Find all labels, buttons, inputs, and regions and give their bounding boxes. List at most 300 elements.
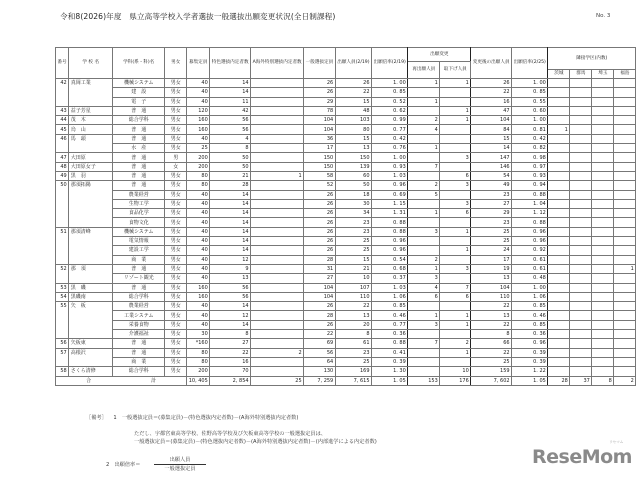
header-reapply: 再出願人員 — [408, 62, 440, 79]
cell-capacity: 40 — [187, 79, 210, 88]
cell-fukushima — [614, 246, 636, 255]
cell-gunma — [570, 144, 592, 153]
cell-ratio: 0. 42 — [372, 134, 408, 143]
cell-department: 機械システム — [113, 79, 165, 88]
cell-after-change: 25 — [471, 227, 512, 236]
cell-reapply — [408, 246, 440, 255]
cell-saitama — [592, 348, 614, 357]
cell-ratio: 0. 85 — [372, 302, 408, 311]
cell-ratio-after: 1. 12 — [512, 209, 548, 218]
cell-tokushoku-count: 14 — [210, 302, 251, 311]
cell-saitama — [592, 339, 614, 348]
cell-gender: 女 — [165, 162, 187, 171]
cell-applicants: 13 — [335, 311, 371, 320]
page-number: No. 3 — [596, 13, 611, 19]
cell-fukushima — [614, 153, 636, 162]
table-row — [56, 330, 636, 339]
cell-capacity: 40 — [187, 237, 210, 246]
cell-a-overseas-count — [251, 292, 304, 301]
cell-gunma — [570, 116, 592, 125]
cell-fukushima — [614, 227, 636, 236]
resemom-logo: ReseMom — [532, 446, 632, 468]
cell-fukushima — [614, 255, 636, 264]
cell-ratio-after: 0. 96 — [512, 339, 548, 348]
total-saitama: 8 — [592, 376, 614, 385]
cell-ratio-after: 0. 97 — [512, 162, 548, 171]
cell-saitama — [592, 190, 614, 199]
cell-applicants: 169 — [335, 367, 371, 376]
cell-saitama — [592, 199, 614, 208]
cell-gender: 男女 — [165, 199, 187, 208]
cell-applicants: 25 — [335, 246, 371, 255]
cell-saitama — [592, 237, 614, 246]
cell-gender: 男女 — [165, 171, 187, 180]
cell-capacity: 40 — [187, 320, 210, 329]
cell-after-change: 159 — [471, 367, 512, 376]
cell-general-capacity: 36 — [304, 134, 336, 143]
cell-ratio-after: 0. 55 — [512, 97, 548, 106]
cell-reapply: 2 — [408, 255, 440, 264]
cell-reapply: 6 — [408, 292, 440, 301]
cell-school-name: 茂 木 — [69, 116, 113, 125]
cell-reapply — [408, 199, 440, 208]
total-a-overseas-count: 25 — [251, 376, 304, 385]
cell-a-overseas-count — [251, 162, 304, 171]
cell-gunma — [570, 79, 592, 88]
cell-reapply — [408, 237, 440, 246]
cell-capacity: 80 — [187, 171, 210, 180]
cell-tokushoku-count: 14 — [210, 246, 251, 255]
cell-gender: 男女 — [165, 292, 187, 301]
cell-tokushoku-count: 14 — [210, 227, 251, 236]
cell-reapply: 5 — [408, 190, 440, 199]
cell-gender: 男女 — [165, 209, 187, 218]
cell-fukushima — [614, 97, 636, 106]
cell-general-capacity: 26 — [304, 190, 336, 199]
cell-gender: 男女 — [165, 190, 187, 199]
table-row — [56, 283, 636, 292]
cell-applicants: 8 — [335, 330, 371, 339]
cell-tokushoku-count: 8 — [210, 144, 251, 153]
cell-school-number: 42 — [56, 79, 69, 107]
cell-saitama — [592, 209, 614, 218]
cell-ratio: 0. 88 — [372, 227, 408, 236]
cell-general-capacity: 26 — [304, 320, 336, 329]
cell-tokushoku-count: 14 — [210, 237, 251, 246]
cell-tokushoku-count: 14 — [210, 209, 251, 218]
cell-ibaraki — [548, 218, 570, 227]
header-school: 学 校 名 — [69, 48, 113, 79]
cell-ratio-after: 0. 48 — [512, 274, 548, 283]
cell-general-capacity: 56 — [304, 348, 336, 357]
table-row — [56, 106, 636, 115]
cell-department: 食物文化 — [113, 218, 165, 227]
cell-ratio: 0. 68 — [372, 264, 408, 273]
cell-saitama — [592, 255, 614, 264]
cell-tokushoku-count: 14 — [210, 218, 251, 227]
cell-department: 総合学科 — [113, 292, 165, 301]
cell-gunma — [570, 218, 592, 227]
total-capacity: 10, 405 — [188, 377, 208, 384]
cell-saitama — [592, 264, 614, 273]
cell-after-change: 15 — [471, 134, 512, 143]
cell-capacity: 200 — [187, 153, 210, 162]
cell-general-capacity: 26 — [304, 218, 336, 227]
cell-school-name: 大田原女子 — [69, 162, 113, 171]
cell-ibaraki — [548, 199, 570, 208]
cell-department: 普 通 — [113, 134, 165, 143]
cell-reapply: 1 — [408, 209, 440, 218]
cell-withdraw: 1 — [440, 246, 471, 255]
cell-fukushima — [614, 134, 636, 143]
cell-ratio: 0. 39 — [372, 357, 408, 366]
cell-after-change: 8 — [471, 330, 512, 339]
cell-reapply: 3 — [408, 227, 440, 236]
cell-gunma — [570, 255, 592, 264]
cell-general-capacity: 17 — [304, 144, 336, 153]
cell-saitama — [592, 162, 614, 171]
cell-ratio-after: 0. 39 — [512, 357, 548, 366]
cell-after-change: 13 — [471, 274, 512, 283]
cell-department: 普 通 — [113, 171, 165, 180]
cell-withdraw — [440, 237, 471, 246]
cell-a-overseas-count — [251, 255, 304, 264]
cell-ibaraki — [548, 106, 570, 115]
cell-withdraw: 6 — [440, 209, 471, 218]
cell-saitama — [592, 88, 614, 97]
cell-withdraw: 1 — [440, 311, 471, 320]
cell-gunma — [570, 171, 592, 180]
cell-tokushoku-count: 12 — [210, 255, 251, 264]
cell-withdraw: 3 — [440, 264, 471, 273]
cell-withdraw — [440, 255, 471, 264]
cell-a-overseas-count — [251, 88, 304, 97]
cell-school-name: 那 須 — [69, 264, 113, 283]
cell-department: 生物工学 — [113, 199, 165, 208]
cell-school-number: 45 — [56, 125, 69, 134]
cell-reapply: 1 — [408, 97, 440, 106]
cell-a-overseas-count — [251, 311, 304, 320]
cell-capacity: 120 — [187, 106, 210, 115]
cell-ratio: 1. 00 — [372, 153, 408, 162]
table-row — [56, 367, 636, 376]
cell-gender: 男女 — [165, 134, 187, 143]
cell-gunma — [570, 330, 592, 339]
cell-general-capacity: 64 — [304, 357, 336, 366]
cell-school-number: 49 — [56, 171, 69, 180]
cell-school-name: 黒 羽 — [69, 171, 113, 180]
cell-a-overseas-count — [251, 320, 304, 329]
cell-reapply — [408, 171, 440, 180]
cell-reapply: 7 — [408, 339, 440, 348]
cell-saitama — [592, 274, 614, 283]
table-row — [56, 357, 636, 366]
cell-reapply — [408, 153, 440, 162]
header-ibaraki: 茨城 — [548, 70, 570, 79]
cell-after-change: 84 — [471, 125, 512, 134]
header-applicants: 出願人員(2/19) — [335, 48, 371, 79]
cell-withdraw — [440, 162, 471, 171]
cell-applicants: 150 — [335, 153, 371, 162]
cell-withdraw: 1 — [440, 106, 471, 115]
cell-general-capacity: 26 — [304, 302, 336, 311]
cell-school-name: 大田原 — [69, 153, 113, 162]
cell-gunma — [570, 125, 592, 134]
cell-ratio: 1. 06 — [372, 292, 408, 301]
notes-item-1-exception: ただし、宇都宮東高等学校、佐野高等学校及び矢板東高等学校の一般選抜定員は、 — [134, 431, 326, 437]
cell-capacity: 200 — [187, 162, 210, 171]
cell-gender: 男女 — [165, 283, 187, 292]
cell-ibaraki — [548, 367, 570, 376]
cell-ratio-after: 1. 22 — [512, 367, 548, 376]
cell-saitama — [592, 302, 614, 311]
cell-tokushoku-count: 14 — [210, 320, 251, 329]
cell-school-number: 46 — [56, 134, 69, 153]
cell-ratio: 1. 03 — [372, 283, 408, 292]
table-row — [56, 227, 636, 236]
cell-capacity: 40 — [187, 199, 210, 208]
cell-general-capacity: 28 — [304, 311, 336, 320]
cell-tokushoku-count: 11 — [210, 97, 251, 106]
cell-department: 普 通 — [113, 162, 165, 171]
cell-a-overseas-count — [251, 134, 304, 143]
cell-tokushoku-count: 12 — [210, 311, 251, 320]
cell-general-capacity: 26 — [304, 227, 336, 236]
cell-ratio: 0. 69 — [372, 190, 408, 199]
cell-gender: 男女 — [165, 264, 187, 273]
table-row — [56, 311, 636, 320]
cell-ibaraki — [548, 339, 570, 348]
cell-a-overseas-count — [251, 302, 304, 311]
cell-applicants: 48 — [335, 106, 371, 115]
cell-capacity: 40 — [187, 190, 210, 199]
cell-applicants: 22 — [335, 302, 371, 311]
header-change-group: 出願変更 — [408, 48, 471, 62]
cell-ibaraki — [548, 357, 570, 366]
cell-capacity: 160 — [187, 125, 210, 134]
cell-ratio: 0. 77 — [372, 320, 408, 329]
cell-saitama — [592, 292, 614, 301]
cell-department: 普 通 — [113, 348, 165, 357]
table-row — [56, 218, 636, 227]
cell-capacity: 40 — [187, 227, 210, 236]
cell-ratio-after: 0. 61 — [512, 264, 548, 273]
cell-tokushoku-count: 56 — [210, 292, 251, 301]
cell-saitama — [592, 320, 614, 329]
cell-ratio: 0. 62 — [372, 106, 408, 115]
cell-applicants: 61 — [335, 339, 371, 348]
cell-withdraw — [440, 97, 471, 106]
cell-fukushima — [614, 330, 636, 339]
cell-ibaraki — [548, 181, 570, 190]
cell-after-change: 25 — [471, 357, 512, 366]
cell-department: 普 通 — [113, 283, 165, 292]
cell-general-capacity: 52 — [304, 181, 336, 190]
cell-ibaraki — [548, 311, 570, 320]
cell-saitama — [592, 116, 614, 125]
header-after-change: 変更後の出願人員 — [471, 48, 512, 79]
cell-gender: 男 — [165, 153, 187, 162]
cell-ratio-after: 0. 96 — [512, 227, 548, 236]
cell-tokushoku-count: 8 — [210, 330, 251, 339]
cell-withdraw — [440, 330, 471, 339]
cell-fukushima — [614, 125, 636, 134]
cell-saitama — [592, 125, 614, 134]
cell-applicants: 80 — [335, 125, 371, 134]
cell-withdraw: 1 — [440, 320, 471, 329]
cell-capacity: 40 — [187, 255, 210, 264]
cell-ratio-after: 0. 82 — [512, 144, 548, 153]
cell-ibaraki — [548, 116, 570, 125]
cell-department: 農業経営 — [113, 302, 165, 311]
cell-ratio-after: 0. 39 — [512, 348, 548, 357]
cell-saitama — [592, 367, 614, 376]
cell-after-change: 110 — [471, 292, 512, 301]
table-row — [56, 181, 636, 190]
cell-ratio: 0. 41 — [372, 348, 408, 357]
total-gunma: 37 — [570, 376, 592, 385]
cell-withdraw: 3 — [440, 153, 471, 162]
cell-school-number: 55 — [56, 302, 69, 339]
cell-gender: 男女 — [165, 320, 187, 329]
cell-tokushoku-count: 14 — [210, 199, 251, 208]
cell-withdraw: 1 — [440, 227, 471, 236]
cell-ratio-after: 1. 06 — [512, 292, 548, 301]
cell-general-capacity: 104 — [304, 125, 336, 134]
cell-ibaraki — [548, 134, 570, 143]
cell-saitama — [592, 227, 614, 236]
cell-after-change: 26 — [471, 79, 512, 88]
cell-fukushima — [614, 283, 636, 292]
cell-tokushoku-count: 50 — [210, 162, 251, 171]
table-row — [56, 255, 636, 264]
cell-reapply: 1 — [408, 264, 440, 273]
cell-gunma — [570, 311, 592, 320]
cell-ibaraki — [548, 348, 570, 357]
cell-general-capacity: 22 — [304, 330, 336, 339]
cell-applicants: 23 — [335, 218, 371, 227]
cell-ibaraki — [548, 237, 570, 246]
cell-fukushima: 1 — [614, 264, 636, 273]
cell-after-change: 49 — [471, 181, 512, 190]
cell-department: 普 通 — [113, 181, 165, 190]
cell-after-change: 19 — [471, 264, 512, 273]
cell-after-change: 66 — [471, 339, 512, 348]
cell-gunma — [570, 227, 592, 236]
cell-school-name: さくら清修 — [69, 367, 113, 376]
cell-withdraw: 10 — [440, 367, 471, 376]
cell-applicants: 15 — [335, 255, 371, 264]
total-label-a: 合 — [86, 377, 92, 384]
cell-withdraw: 7 — [440, 283, 471, 292]
cell-ratio: 0. 54 — [372, 255, 408, 264]
ratio-formula-fraction — [154, 456, 206, 473]
cell-capacity: 160 — [187, 116, 210, 125]
cell-department: 栄養食物 — [113, 320, 165, 329]
cell-fukushima — [614, 144, 636, 153]
cell-department: 電気情報 — [113, 237, 165, 246]
cell-gender: 男女 — [165, 97, 187, 106]
cell-a-overseas-count — [251, 264, 304, 273]
cell-general-capacity: 150 — [304, 162, 336, 171]
cell-withdraw — [440, 357, 471, 366]
cell-reapply — [408, 134, 440, 143]
cell-fukushima — [614, 237, 636, 246]
cell-gunma — [570, 246, 592, 255]
cell-gender: 男女 — [165, 357, 187, 366]
header-ratio: 出願倍率(2/19) — [372, 48, 408, 79]
cell-school-name: 馬 頭 — [69, 134, 113, 153]
cell-applicants: 25 — [335, 237, 371, 246]
cell-school-number: 54 — [56, 292, 69, 301]
cell-tokushoku-count: 14 — [210, 190, 251, 199]
total-withdraw: 176 — [440, 376, 471, 385]
cell-capacity: 160 — [187, 292, 210, 301]
cell-a-overseas-count — [251, 144, 304, 153]
cell-ratio: 0. 46 — [372, 311, 408, 320]
cell-ratio-after: 0. 85 — [512, 320, 548, 329]
cell-ratio: 1. 15 — [372, 199, 408, 208]
cell-reapply: 1 — [408, 144, 440, 153]
cell-withdraw: 2 — [440, 339, 471, 348]
table-row — [56, 153, 636, 162]
cell-gender: 男女 — [165, 181, 187, 190]
cell-a-overseas-count: 2 — [251, 348, 304, 357]
cell-tokushoku-count: 14 — [210, 88, 251, 97]
cell-gender: 男女 — [165, 116, 187, 125]
table-row — [56, 171, 636, 180]
cell-a-overseas-count — [251, 79, 304, 88]
cell-a-overseas-count — [251, 153, 304, 162]
cell-saitama — [592, 171, 614, 180]
cell-after-change: 25 — [471, 237, 512, 246]
cell-withdraw: 3 — [440, 181, 471, 190]
cell-withdraw: 6 — [440, 171, 471, 180]
cell-fukushima — [614, 190, 636, 199]
cell-after-change: 13 — [471, 311, 512, 320]
cell-a-overseas-count — [251, 227, 304, 236]
cell-ratio-after: 0. 96 — [512, 237, 548, 246]
cell-ibaraki — [548, 153, 570, 162]
header-fukushima: 福島 — [614, 70, 636, 79]
cell-gunma — [570, 283, 592, 292]
cell-general-capacity: 58 — [304, 171, 336, 180]
header-ratio-after: 出願倍率(2/25) — [512, 48, 548, 79]
cell-applicants: 15 — [335, 134, 371, 143]
cell-applicants: 23 — [335, 348, 371, 357]
cell-gunma — [570, 367, 592, 376]
cell-withdraw — [440, 302, 471, 311]
header-dept: 学科(系・科)名 — [113, 48, 165, 79]
cell-fukushima — [614, 311, 636, 320]
cell-ibaraki — [548, 190, 570, 199]
cell-general-capacity: 104 — [304, 116, 336, 125]
cell-withdraw — [440, 134, 471, 143]
cell-reapply — [408, 330, 440, 339]
page-title: 令和8(2026)年度 県立高等学校入学者選抜一般選抜出願変更状況(全日制課程) — [60, 12, 336, 21]
cell-gender: 男女 — [165, 227, 187, 236]
cell-applicants: 103 — [335, 116, 371, 125]
table-row — [56, 199, 636, 208]
cell-capacity: 80 — [187, 357, 210, 366]
cell-ibaraki — [548, 330, 570, 339]
cell-general-capacity: 28 — [304, 255, 336, 264]
cell-ibaraki — [548, 255, 570, 264]
cell-capacity: 40 — [187, 88, 210, 97]
cell-ibaraki — [548, 246, 570, 255]
cell-ratio: 1. 31 — [372, 209, 408, 218]
table-row — [56, 302, 636, 311]
